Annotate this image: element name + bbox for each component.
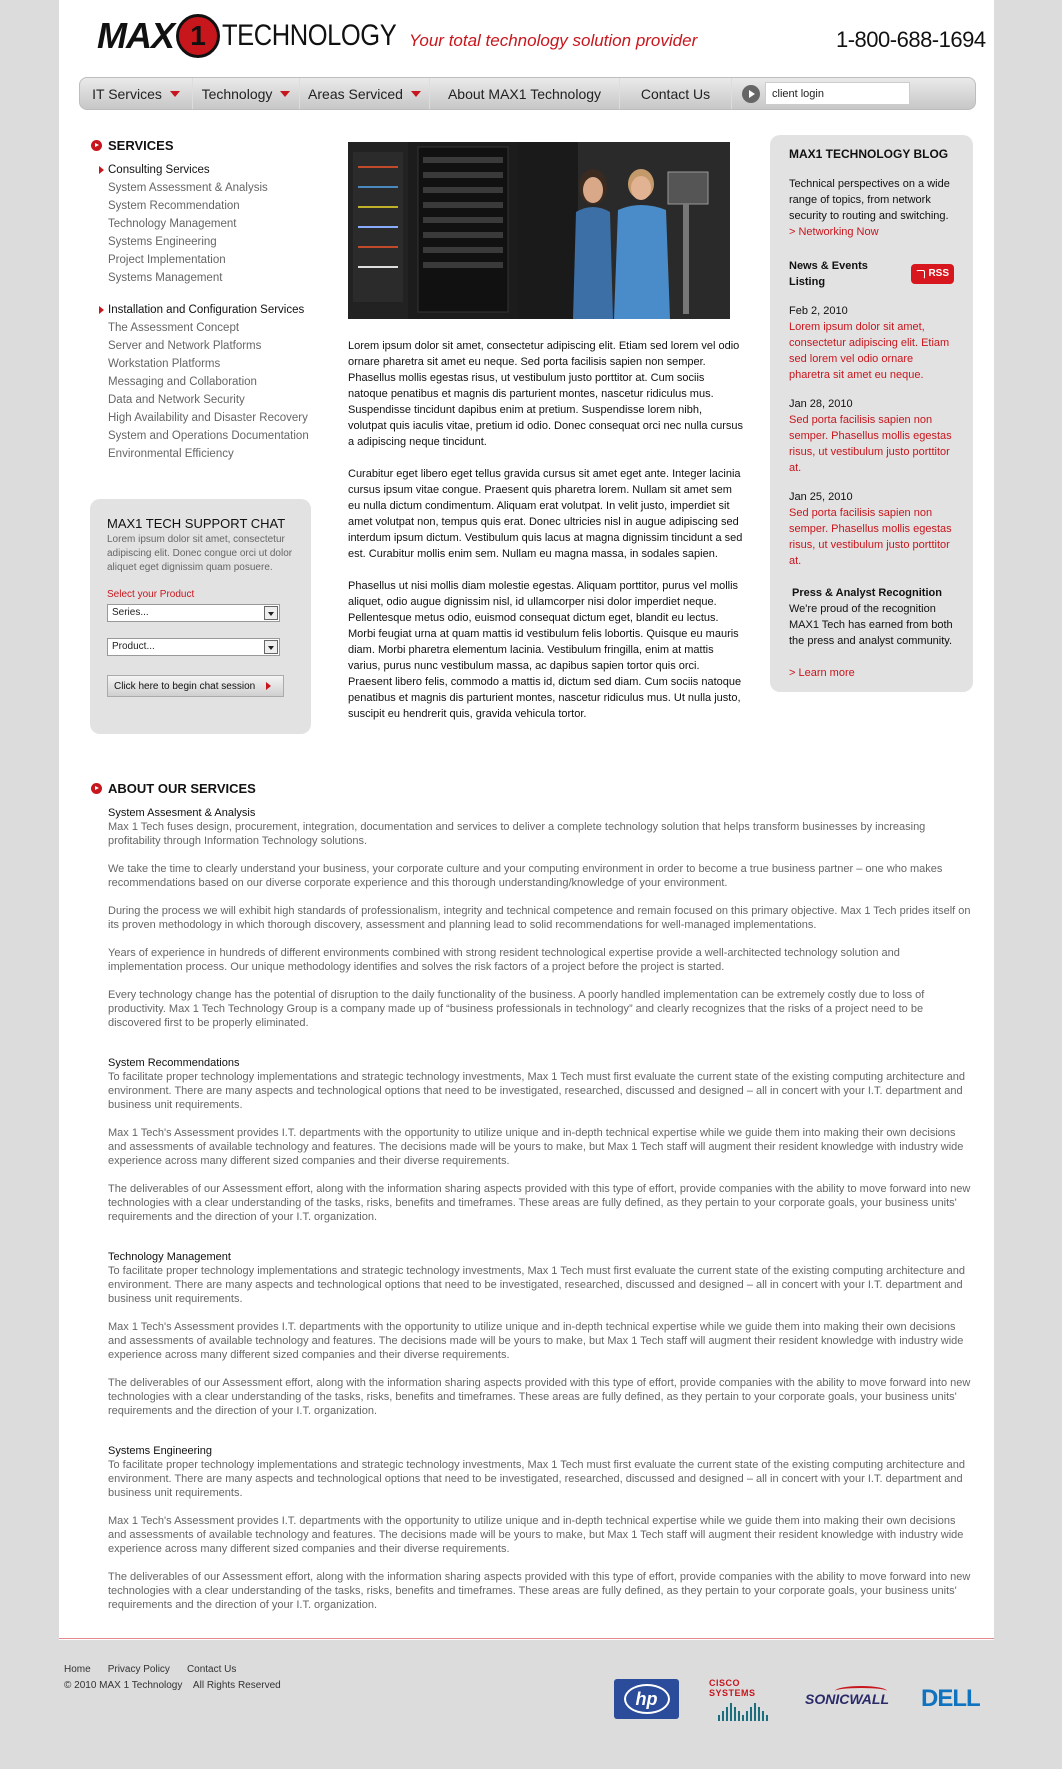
nav-label: Technology — [201, 85, 273, 102]
support-chat-panel — [90, 499, 311, 734]
triangle-right-icon — [99, 166, 104, 174]
rss-label: RSS — [928, 268, 949, 279]
footer-divider — [59, 1638, 994, 1639]
nav-label: Contact Us — [640, 85, 711, 102]
services-sidebar — [91, 138, 321, 463]
chevron-down-icon — [280, 91, 290, 97]
about-services-section — [91, 781, 973, 1638]
about-paragraph: To facilitate proper technology implementations and strategic technology investments, Max 1 Tech must first evaluate the current state of the existing computing architecture and environment. There are many aspects and technological options that need to be investigated, researched, discussed and designed – all in concert with your I.T. department and business unit requirements. — [108, 1459, 966, 1499]
about-paragraph: The deliverables of our Assessment effort, along with the information sharing aspects provided with this type of effort, provide companies with the ability to move forward into new technologies with a clear understanding of the tasks, risks, benefits and timeframes. These areas are fully defined, as they pertain to your corporate goals, your business units' requirements and the direction of your I.T. organization. — [108, 1183, 971, 1223]
site-logo[interactable] — [97, 10, 427, 62]
about-paragraph: Max 1 Tech's Assessment provides I.T. departments with the opportunity to utilize unique and in-depth technical expertise while we guide them into making their own decisions and assessments of available technology and features. The decisions made will be yours to make, but Max 1 Tech staff will augment their resident knowledge with industry wide experience across many different sized companies and their diverse requirements. — [108, 1321, 964, 1361]
footer-link-privacy[interactable]: Privacy Policy — [107, 1664, 170, 1675]
footer-links — [64, 1664, 236, 1675]
about-subsection-title: Technology Management — [108, 1251, 231, 1263]
dell-logo: DELL — [921, 1685, 980, 1712]
chat-description: Lorem ipsum dolor sit amet, consectetur adipiscing elit. Donec congue orci ut dolor aliquet eget dignissim quam posuere. — [107, 534, 293, 573]
service-link[interactable]: Systems Management — [108, 272, 223, 284]
nav-label: About MAX1 Technology — [447, 85, 602, 102]
press-heading: Press & Analyst Recognition — [792, 587, 942, 599]
about-paragraph: Every technology change has the potential of disruption to the daily functionality of the business. A poorly handled implementation can be extremely costly due to loss of productivity. Max 1 Tech Technology Group is a company made up of “business professionals in technology” and clearly recognizes that the risks of a project need to be discovered first to be properly eliminated. — [108, 989, 925, 1029]
series-select-value: Series... — [112, 607, 149, 618]
nav-contact[interactable] — [620, 78, 732, 109]
red-arrow-bullet-icon — [91, 140, 102, 151]
arrow-right-circle-icon[interactable] — [742, 85, 760, 103]
footer-link-home[interactable]: Home — [64, 1664, 91, 1675]
copyright-text: © 2010 MAX 1 Technology All Rights Reserved — [64, 1680, 281, 1691]
about-subsection — [108, 1250, 973, 1418]
blog-sidebar — [770, 135, 973, 692]
service-link[interactable]: Server and Network Platforms — [108, 340, 262, 352]
footer-link-contact[interactable]: Contact Us — [186, 1664, 237, 1675]
server-room-illustration — [348, 142, 730, 319]
sonicwall-logo: SONICWALL — [805, 1691, 889, 1707]
hp-logo-text: hp — [624, 1684, 670, 1714]
logo-technology-text: TECHNOLOGY — [222, 19, 397, 52]
about-paragraph: Max 1 Tech's Assessment provides I.T. departments with the opportunity to utilize unique and in-depth technical expertise while we guide them into making their own decisions and assessments of available technology and features. The decisions made will be yours to make, but Max 1 Tech staff will augment their resident knowledge with industry wide experience across many different sized companies and their diverse requirements. — [108, 1515, 964, 1555]
news-title: News & Events Listing — [789, 260, 868, 288]
service-link[interactable]: High Availability and Disaster Recovery — [108, 412, 308, 424]
nav-technology[interactable] — [193, 78, 300, 109]
chat-title: MAX1 TECH SUPPORT CHAT — [107, 516, 286, 531]
about-subsection-title: System Recommendations — [108, 1057, 240, 1069]
main-nav — [79, 77, 976, 110]
group-label: Consulting Services — [108, 164, 210, 176]
service-link[interactable]: Systems Engineering — [108, 236, 217, 248]
triangle-right-icon — [99, 306, 104, 314]
service-link[interactable]: System Recommendation — [108, 200, 240, 212]
about-subsection — [108, 806, 973, 1030]
services-group-title[interactable] — [99, 161, 321, 179]
news-item-link[interactable]: Sed porta facilisis sapien non semper. Phasellus mollis egestas risus, ut vestibulum justo porttitor at. — [789, 507, 952, 567]
client-login-input[interactable] — [765, 82, 910, 105]
nav-it-services[interactable] — [80, 78, 193, 109]
about-subsection-title: Systems Engineering — [108, 1445, 212, 1457]
nav-label: IT Services — [92, 85, 162, 102]
service-link[interactable]: Project Implementation — [108, 254, 226, 266]
about-paragraph: We take the time to clearly understand your business, your corporate culture and your computing environment in order to become a true business partner – one who makes recommendations based on our diverse corporate experience and this thorough understanding/knowledge of your environment. — [108, 863, 943, 889]
intro-text — [348, 338, 743, 738]
news-date: Feb 2, 2010 — [789, 305, 848, 317]
nav-about[interactable] — [430, 78, 620, 109]
cisco-logo-text: CISCO SYSTEMS — [709, 1677, 756, 1698]
select-product-label: Select your Product — [107, 589, 195, 600]
blog-title: MAX1 TECHNOLOGY BLOG — [789, 147, 949, 161]
service-link[interactable]: Workstation Platforms — [108, 358, 221, 370]
service-link[interactable]: System Assessment & Analysis — [108, 182, 268, 194]
services-heading — [91, 138, 321, 153]
chevron-down-icon[interactable] — [264, 640, 278, 654]
chevron-down-icon — [411, 91, 421, 97]
triangle-right-icon — [266, 682, 271, 690]
service-link[interactable]: Data and Network Security — [108, 394, 245, 406]
hp-logo — [614, 1679, 679, 1719]
blog-intro: Technical perspectives on a wide range of topics, from network security to routing and switching. — [789, 178, 950, 222]
about-paragraph: Max 1 Tech fuses design, procurement, integration, documentation and services to deliver a complete technology solution that helps transform businesses by increasing profitability through Information Technology solutions. — [108, 821, 926, 847]
news-date: Jan 25, 2010 — [789, 491, 853, 503]
red-arrow-bullet-icon — [91, 783, 102, 794]
press-text: We're proud of the recognition MAX1 Tech has earned from both the press and analyst community. — [789, 603, 953, 647]
service-link[interactable]: Environmental Efficiency — [108, 448, 234, 460]
tagline: Your total technology solution provider — [409, 31, 698, 50]
about-subsection — [108, 1444, 973, 1612]
cisco-bars-icon — [718, 1701, 768, 1721]
intro-paragraph: Phasellus ut nisi mollis diam molestie egestas. Aliquam porttitor, purus vel mollis aliquet, odio augue dignissim nisl, id ullamcorper nisi dolor imperdiet neque. Pellentesque metus odio, euismod consequat dictum eget, blandit eu lectus. Morbi feugiat urna at quam mattis id vestibulum felis lobortis. Quisque eu mauris diam. Morbi pharetra elementum lacinia. Vestibulum fringilla, enim at mattis varius, purus nunc vestibulum massa, ac dapibus sapien tortor quis orci. Praesent libero felis, commodo a mattis id, dictum sed diam. Cum sociis natoque penatibus et magnis dis parturient montes, nascetur ridiculus mus. Ut nulla justo, suscipit eu hendrerit quis, gravida vehicula tortor. — [348, 580, 742, 720]
about-paragraph: During the process we will exhibit high standards of professionalism, integrity and technical competence and remain focused on this primary objective. Max 1 Tech prides itself on its proven methodology in which thorough discovery, assessment and planning lead to solid recommendations for well-managed implementations. — [108, 905, 971, 931]
services-title: SERVICES — [108, 138, 174, 153]
begin-chat-label: Click here to begin chat session — [114, 680, 256, 692]
phone-number: 1-800-688-1694 — [836, 27, 986, 52]
group-label: Installation and Configuration Services — [108, 304, 305, 316]
about-paragraph: To facilitate proper technology implementations and strategic technology investments, Max 1 Tech must first evaluate the current state of the existing computing architecture and environment. There are many aspects and technological options that need to be investigated, researched, discussed and designed – all in concert with your I.T. department and business unit requirements. — [108, 1071, 966, 1111]
services-group-title[interactable] — [99, 301, 321, 319]
news-item-link[interactable]: Lorem ipsum dolor sit amet, consectetur adipiscing elit. Etiam sed lorem vel odio ornare pharetra sit amet eu neque. — [789, 321, 950, 381]
begin-chat-button[interactable] — [107, 675, 284, 697]
hero-photo-server-room — [348, 142, 730, 319]
news-date: Jan 28, 2010 — [789, 398, 853, 410]
about-heading — [91, 781, 973, 796]
about-body — [108, 806, 973, 1612]
page-container — [59, 0, 994, 1640]
service-link[interactable]: The Assessment Concept — [108, 322, 240, 334]
about-paragraph: To facilitate proper technology implementations and strategic technology investments, Max 1 Tech must first evaluate the current state of the existing computing architecture and environment. There are many aspects and technological options that need to be investigated, researched, discussed and designed – all in concert with your I.T. department and business unit requirements. — [108, 1265, 966, 1305]
networking-now-link[interactable]: > Networking Now — [789, 226, 879, 238]
about-paragraph: Max 1 Tech's Assessment provides I.T. departments with the opportunity to utilize unique and in-depth technical expertise while we guide them into making their own decisions and assessments of available technology and features. The decisions made will be yours to make, but Max 1 Tech staff will augment their resident knowledge with industry wide experience across many different sized companies and their diverse requirements. — [108, 1127, 964, 1167]
about-subsection-title: System Assesment & Analysis — [108, 807, 256, 819]
about-paragraph: The deliverables of our Assessment effort, along with the information sharing aspects provided with this type of effort, provide companies with the ability to move forward into new technologies with a clear understanding of the tasks, risks, benefits and timeframes. These areas are fully defined, as they pertain to your corporate goals, your business units' requirements and the direction of your I.T. organization. — [108, 1571, 971, 1611]
about-paragraph: The deliverables of our Assessment effort, along with the information sharing aspects provided with this type of effort, provide companies with the ability to move forward into new technologies with a clear understanding of the tasks, risks, benefits and timeframes. These areas are fully defined, as they pertain to your corporate goals, your business units' requirements and the direction of your I.T. organization. — [108, 1377, 971, 1417]
nav-label: Areas Serviced — [308, 85, 403, 102]
intro-paragraph: Lorem ipsum dolor sit amet, consectetur adipiscing elit. Etiam sed lorem vel odio ornare pharetra sit amet eu neque. Sed porta facilisis sapien non semper. Phasellus mollis egestas risus, ut vestibulum justo porttitor at. Cum sociis natoque penatibus et magnis dis parturient montes, nascetur ridiculus mus. Suspendisse tincidunt dapibus enim at pretium. Suspendisse lorem nibh, volutpat quis iaculis vitae, pretium id odio. Donec consequat orci nec nulla cursus a adipiscing neque tincidunt. — [348, 340, 743, 448]
about-paragraph: Years of experience in hundreds of different environments combined with strong resident technological expertise provide a well-architected technology solution and implementation process. Our unique methodology identifies and solves the risk factors of a project before the project is started. — [108, 947, 900, 973]
chevron-down-icon — [170, 91, 180, 97]
rss-icon — [916, 270, 925, 279]
about-title: ABOUT OUR SERVICES — [108, 781, 256, 796]
about-subsection — [108, 1056, 973, 1224]
service-link[interactable]: Messaging and Collaboration — [108, 376, 257, 388]
product-select-value: Product... — [112, 641, 155, 652]
rss-button[interactable] — [911, 264, 954, 284]
series-select[interactable] — [107, 604, 280, 622]
news-item-link[interactable]: Sed porta facilisis sapien non semper. Phasellus mollis egestas risus, ut vestibulum justo porttitor at. — [789, 414, 952, 474]
nav-areas-serviced[interactable] — [300, 78, 430, 109]
service-link[interactable]: Technology Management — [108, 218, 237, 230]
cisco-logo — [709, 1678, 777, 1721]
news-heading — [789, 258, 954, 290]
learn-more-link[interactable]: > Learn more — [789, 667, 855, 679]
product-select[interactable] — [107, 638, 280, 656]
logo-one-badge: 1 — [176, 14, 220, 58]
logo-max-text: MAX — [97, 15, 174, 56]
service-link[interactable]: System and Operations Documentation — [108, 430, 309, 442]
partner-logos — [614, 1676, 980, 1722]
chevron-down-icon[interactable] — [264, 606, 278, 620]
intro-paragraph: Curabitur eget libero eget tellus gravida cursus sit amet eget ante. Integer lacinia cursus ipsum vitae congue. Praesent quis pharetra lorem. Nullam sit amet sem eu nulla dictum condimentum. Aliquam erat volutpat. In velit justo, imperdiet sit amet volutpat non, tempus quis erat. Donec ultricies nisl in augue adipiscing sed interdum ipsum dictum. Vestibulum quis lacus at magna dignissim tincidunt a sed est. Curabitur mollis enim sem. Nullam eu magna massa, in sodales sapien. — [348, 468, 743, 560]
